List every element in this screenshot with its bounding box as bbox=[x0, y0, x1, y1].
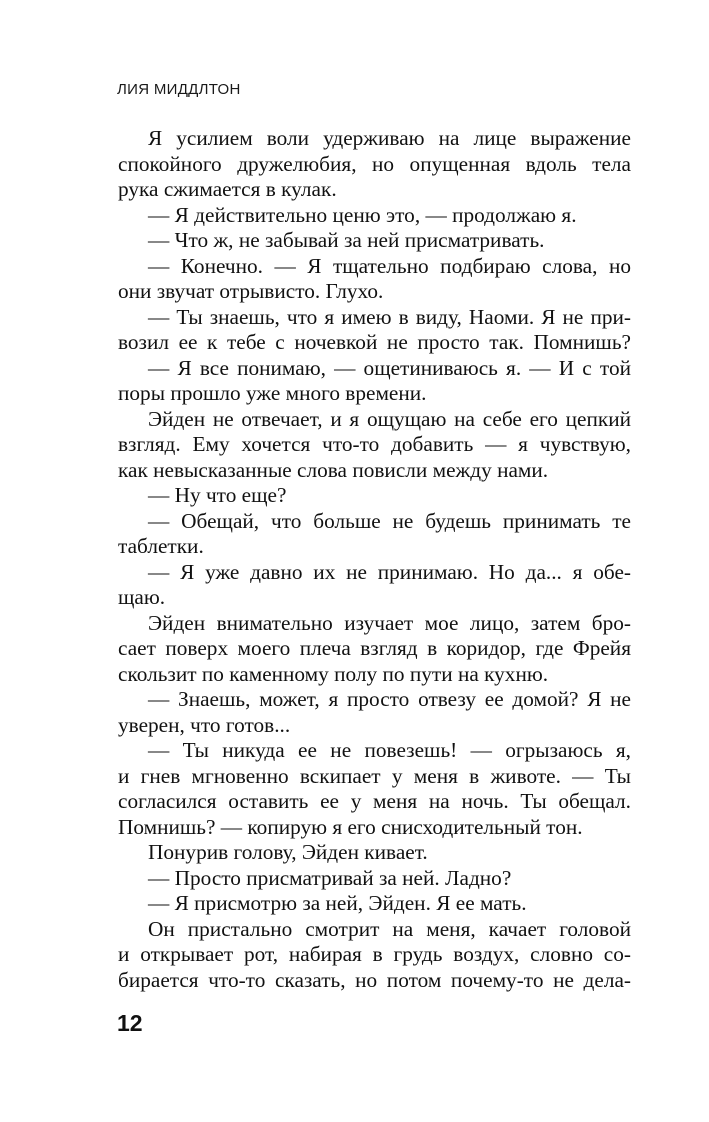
text-line: они звучат отрывисто. Глухо. bbox=[118, 279, 384, 303]
text-line: — Что ж, не забывай за ней присматривать. bbox=[148, 228, 545, 252]
text-line: и открывает рот, набирая в грудь воздух, словно со- bbox=[118, 942, 631, 966]
text-line: скользит по каменному полу по пути на кухню. bbox=[118, 661, 549, 686]
text-line: — Обещай, что больше не будешь принимать те bbox=[148, 508, 631, 533]
body-text bbox=[118, 126, 631, 993]
text-line: как невысказанные слова повисли между нами. bbox=[118, 457, 549, 482]
text-line: поры прошло уже много времени. bbox=[118, 381, 427, 405]
text-line: возил ее к тебе с ночевкой не просто так. Помнишь? bbox=[118, 330, 631, 354]
text-line: Понурив голову, Эйден кивает. bbox=[148, 840, 428, 864]
text-line: Помнишь? — копирую я его снисходительный тон. bbox=[118, 814, 583, 839]
text-line: — Я уже давно их не принимаю. Но да... я обе- bbox=[148, 559, 631, 584]
text-line: Эйден не отвечает, и я ощущаю на себе его цепкий bbox=[148, 406, 631, 431]
text-line: Я усилием воли удерживаю на лице выражение bbox=[148, 126, 631, 150]
text-line: спокойного дружелюбия, но опущенная вдоль тела bbox=[118, 151, 631, 176]
text-line: Он пристально смотрит на меня, качает головой bbox=[148, 916, 631, 941]
text-line: и гнев мгновенно вскипает у меня в животе. — Ты bbox=[118, 763, 631, 788]
text-line: щаю. bbox=[118, 585, 166, 609]
text-line: согласился оставить ее у меня на ночь. Ты обещал. bbox=[118, 789, 631, 813]
text-line: таблетки. bbox=[118, 534, 204, 558]
text-line: бирается что-то сказать, но потом почему-то не дела- bbox=[118, 967, 631, 992]
text-line: Эйден внимательно изучает мое лицо, затем бро- bbox=[148, 610, 631, 635]
running-header-author: ЛИЯ МИДДЛТОН bbox=[117, 81, 241, 98]
text-line: взгляд. Ему хочется что-то добавить — я чувствую, bbox=[118, 432, 631, 456]
text-line: — Просто присматривай за ней. Ладно? bbox=[148, 865, 512, 890]
text-line: — Я все понимаю, — ощетиниваюсь я. — И с той bbox=[148, 355, 631, 380]
text-line: — Ты никуда ее не повезешь! — огрызаюсь я, bbox=[148, 738, 631, 762]
text-line: уверен, что готов... bbox=[118, 712, 291, 737]
text-line: — Я действительно ценю это, — продолжаю я. bbox=[148, 202, 577, 227]
text-line: — Я присмотрю за ней, Эйден. Я ее мать. bbox=[148, 891, 527, 915]
page-number: 12 bbox=[117, 1010, 143, 1036]
text-line: — Конечно. — Я тщательно подбираю слова, но bbox=[148, 253, 631, 278]
text-line: — Ну что еще? bbox=[148, 483, 287, 507]
text-line: сает поверх моего плеча взгляд в коридор, где Фрейя bbox=[118, 636, 631, 660]
text-line: рука сжимается в кулак. bbox=[118, 177, 337, 201]
text-line: — Знаешь, может, я просто отвезу ее домой? Я не bbox=[148, 687, 631, 711]
text-line: — Ты знаешь, что я имею в виду, Наоми. Я не при- bbox=[148, 304, 631, 329]
